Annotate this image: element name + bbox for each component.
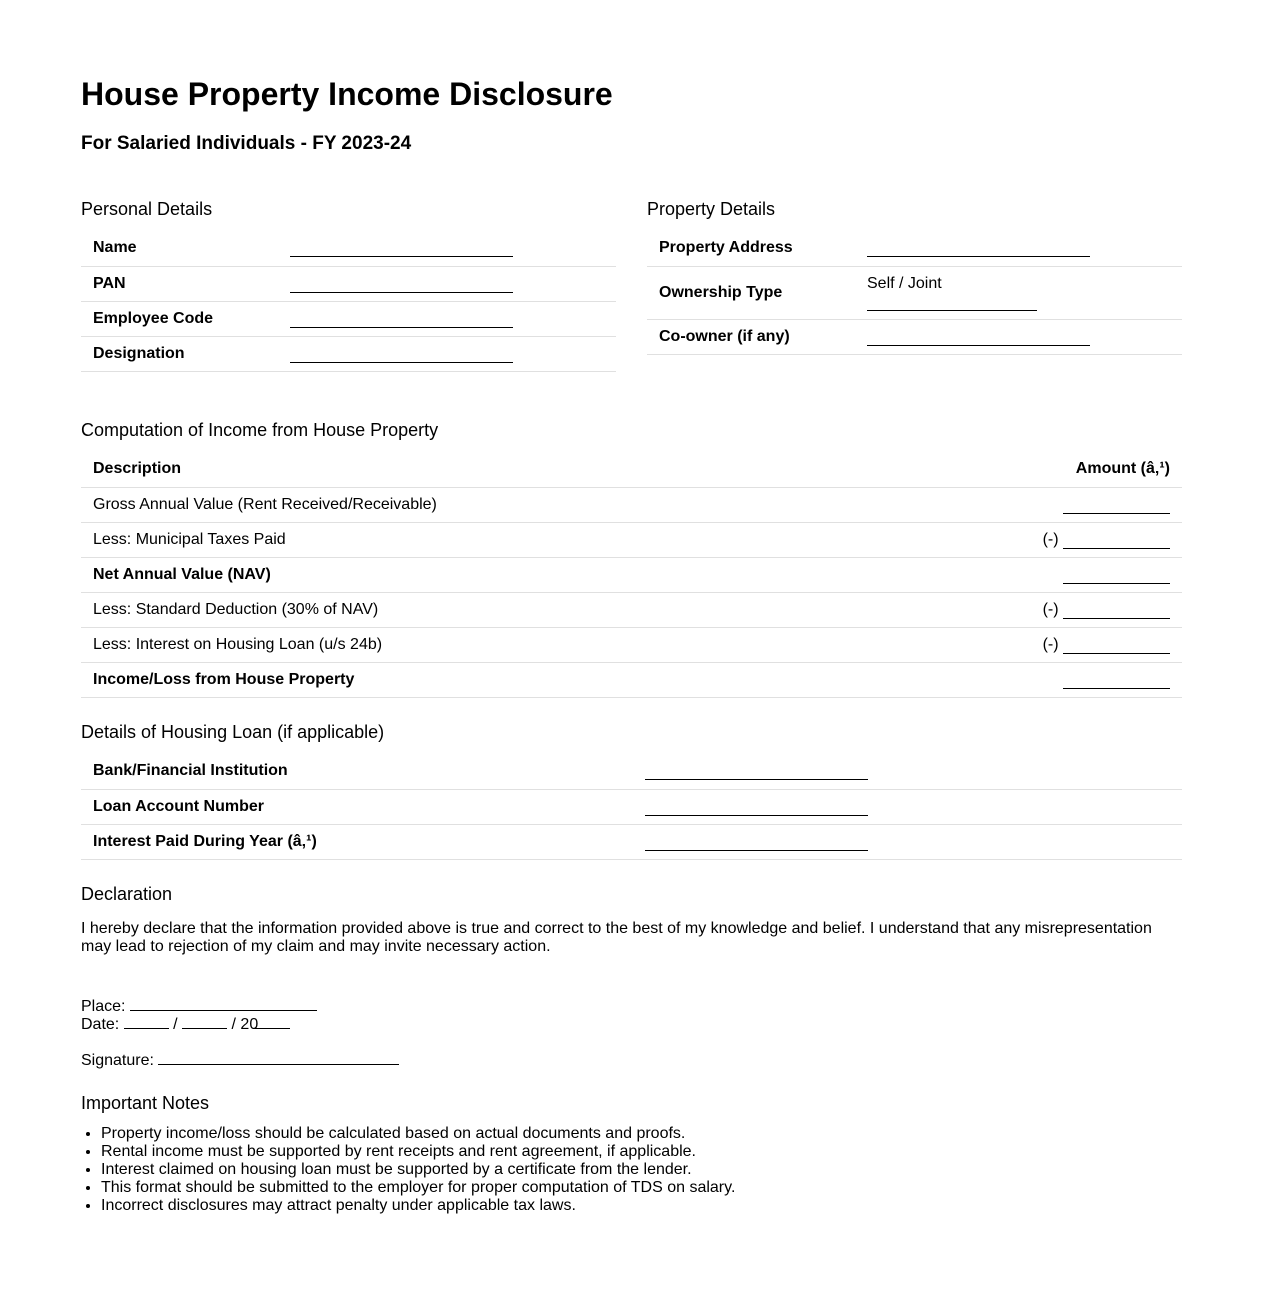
declaration-heading: Declaration — [81, 884, 173, 904]
page-subtitle: For Salaried Individuals - FY 2023-24 — [81, 133, 412, 154]
nav-amount-field[interactable] — [1063, 567, 1170, 584]
declaration-text: I hereby declare that the information provided above is true and correct to the best of my knowledge and belief. I understand that any misrepresentation may lead to rejection of my claim and may invite necessary action. — [81, 920, 1152, 955]
standard-deduction-amount-cell — [861, 592, 1182, 627]
standard-deduction-amount-field[interactable] — [1063, 602, 1170, 619]
income-loss-label: Income/Loss from House Property — [81, 662, 861, 697]
bank-field-cell — [633, 754, 1182, 789]
gav-label: Gross Annual Value (Rent Received/Receivable) — [81, 487, 861, 522]
year-prefix: 20 — [240, 1016, 259, 1033]
table-row — [81, 266, 616, 301]
income-loss-amount-cell — [861, 662, 1182, 697]
coowner-field-cell — [855, 319, 1182, 354]
name-field[interactable] — [290, 240, 513, 257]
table-row — [81, 487, 1182, 522]
table-row — [647, 231, 1182, 266]
table-row — [81, 231, 616, 266]
interest-paid-field-cell — [633, 824, 1182, 859]
date-year-field[interactable] — [254, 1014, 290, 1029]
date-separator: / — [173, 1016, 178, 1033]
loan-interest-amount-field[interactable] — [1063, 637, 1170, 654]
table-row — [81, 336, 616, 371]
interest-paid-field[interactable] — [645, 834, 868, 851]
date-day-field[interactable] — [124, 1014, 169, 1029]
table-row — [81, 754, 1182, 789]
property-address-field-cell — [855, 231, 1182, 266]
notes-list — [81, 1125, 735, 1215]
notes-heading: Important Notes — [81, 1093, 210, 1113]
coowner-field[interactable] — [867, 329, 1090, 346]
nav-label: Net Annual Value (NAV) — [81, 557, 861, 592]
municipal-taxes-label: Less: Municipal Taxes Paid — [81, 522, 861, 557]
table-row — [81, 557, 1182, 592]
list-item: • Property income/loss should be calculated based on actual documents and proofs. — [101, 1125, 735, 1143]
loan-account-field-cell — [633, 789, 1182, 824]
property-address-label: Property Address — [647, 231, 855, 266]
municipal-taxes-amount-field[interactable] — [1063, 532, 1170, 549]
name-field-cell — [278, 231, 616, 266]
signature-label: Signature: — [81, 1052, 154, 1069]
loan-interest-label: Less: Interest on Housing Loan (u/s 24b) — [81, 627, 861, 662]
date-separator: / — [231, 1016, 236, 1033]
table-header-row — [81, 452, 1182, 487]
table-row — [81, 627, 1182, 662]
employee-code-field[interactable] — [290, 311, 513, 328]
minus-sign: (-) — [1042, 530, 1059, 548]
housing-loan-table — [81, 754, 1182, 860]
designation-field[interactable] — [290, 346, 513, 363]
designation-label: Designation — [81, 336, 278, 371]
ownership-type-field[interactable] — [867, 294, 1037, 311]
table-row — [647, 319, 1182, 354]
ownership-type-options: Self / Joint — [867, 274, 942, 292]
employee-code-field-cell — [278, 301, 616, 336]
employee-code-label: Employee Code — [81, 301, 278, 336]
ownership-type-label: Ownership Type — [647, 266, 855, 319]
table-row — [81, 662, 1182, 697]
pan-label: PAN — [81, 266, 278, 301]
loan-account-field[interactable] — [645, 799, 868, 816]
description-column-header: Description — [81, 452, 861, 487]
coowner-label: Co-owner (if any) — [647, 319, 855, 354]
income-loss-amount-field[interactable] — [1063, 672, 1170, 689]
personal-details-table — [81, 231, 616, 372]
ownership-type-field-cell — [855, 266, 1182, 319]
table-row — [81, 824, 1182, 859]
gav-amount-field[interactable] — [1063, 497, 1170, 514]
name-label: Name — [81, 231, 278, 266]
list-item: • This format should be submitted to the employer for proper computation of TDS on salary. — [101, 1179, 735, 1197]
list-item: • Interest claimed on housing loan must be supported by a certificate from the lender. — [101, 1161, 735, 1179]
loan-interest-amount-cell — [861, 627, 1182, 662]
minus-sign: (-) — [1042, 635, 1059, 653]
loan-account-label: Loan Account Number — [81, 789, 633, 824]
minus-sign: (-) — [1042, 600, 1059, 618]
personal-details-heading: Personal Details — [81, 199, 213, 219]
page-title: House Property Income Disclosure — [81, 76, 613, 112]
pan-field-cell — [278, 266, 616, 301]
place-row — [81, 996, 317, 1016]
designation-field-cell — [278, 336, 616, 371]
computation-table — [81, 452, 1182, 698]
table-row — [81, 522, 1182, 557]
property-details-heading: Property Details — [647, 199, 776, 219]
property-address-field[interactable] — [867, 240, 1090, 257]
table-row — [647, 266, 1182, 319]
list-item: • Rental income must be supported by rent receipts and rent agreement, if applicable. — [101, 1143, 735, 1161]
date-row — [81, 1014, 290, 1034]
table-row — [81, 301, 616, 336]
date-month-field[interactable] — [182, 1014, 227, 1029]
list-item: • Incorrect disclosures may attract penalty under applicable tax laws. — [101, 1197, 735, 1215]
nav-amount-cell — [861, 557, 1182, 592]
computation-heading: Computation of Income from House Property — [81, 420, 439, 440]
housing-loan-heading: Details of Housing Loan (if applicable) — [81, 722, 385, 742]
municipal-taxes-amount-cell — [861, 522, 1182, 557]
signature-field[interactable] — [158, 1050, 399, 1065]
table-row — [81, 592, 1182, 627]
date-label: Date: — [81, 1016, 120, 1033]
table-row — [81, 789, 1182, 824]
property-details-table — [647, 231, 1182, 355]
gav-amount-cell — [861, 487, 1182, 522]
place-field[interactable] — [130, 996, 317, 1011]
signature-row — [81, 1050, 399, 1070]
bank-field[interactable] — [645, 763, 868, 780]
interest-paid-label: Interest Paid During Year (â‚¹) — [81, 824, 633, 859]
bank-label: Bank/Financial Institution — [81, 754, 633, 789]
amount-column-header: Amount (â‚¹) — [861, 452, 1182, 487]
standard-deduction-label: Less: Standard Deduction (30% of NAV) — [81, 592, 861, 627]
place-label: Place: — [81, 998, 126, 1015]
pan-field[interactable] — [290, 276, 513, 293]
